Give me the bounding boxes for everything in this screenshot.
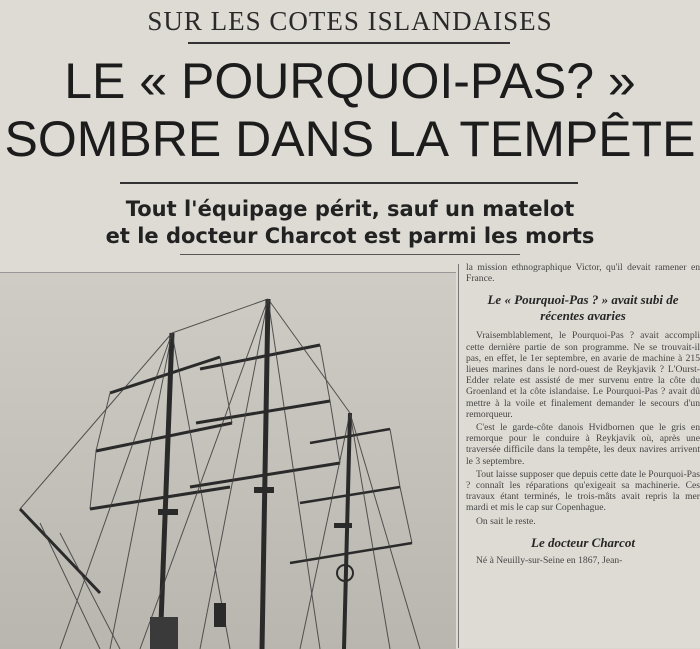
column-subhead-1: Le « Pourquoi-Pas ? » avait subi de récentes avaries (487, 292, 679, 324)
deck-rule (180, 254, 520, 255)
ship-photo (0, 272, 456, 649)
headline-rule (120, 182, 578, 184)
headline-line-2: SOMBRE DANS LA TEMPÊTE (4, 111, 696, 167)
deck (0, 196, 700, 250)
column-paragraph-3: Tout laisse supposer que depuis cette date le Pourquoi-Pas ? connaît les réparations qu'exigeait sa machinerie. Ces travaux étant terminés, le trois-mâts avait repris la mer mardi et mis le cap sur Copenhague. (466, 468, 700, 514)
column-intro: la mission ethnographique Victor, qu'il devait ramener en France. (466, 262, 700, 285)
deck-line-1: Tout l'équipage périt, sauf un matelot (125, 197, 575, 221)
kicker: SUR LES COTES ISLANDAISES (147, 6, 553, 36)
column-paragraph-2: C'est le garde-côte danois Hvidbornen que le gris en remorque pour le conduire à Reykjavik où, après une traversée difficile dans la tempête, les deux navires arrivent le 3 septembre. (466, 422, 700, 467)
column-paragraph-5: Né à Neuilly-sur-Seine en 1867, Jean- (476, 554, 623, 566)
article-column (466, 262, 700, 648)
headline (0, 52, 700, 168)
kicker-rule (188, 42, 510, 44)
ship-illustration (0, 273, 456, 649)
headline-line-1: LE « POURQUOI-PAS? » (64, 53, 636, 109)
column-rule (458, 264, 459, 648)
column-paragraph-4: On sait le reste. (476, 515, 536, 527)
deck-line-2: et le docteur Charcot est parmi les morts (105, 224, 595, 248)
column-paragraph-1: Vraisemblablement, le Pourquoi-Pas ? avait accompli cette dernière partie de son programme. Ne se trouvait-il pas, en effet, le 1er septembre, en avarie de machine à 215 lieues marines dans le nord-ouest de Reykjavik ? L'Ourst-Edder relate est assisté de mer survenu entre la côte du Groenland et la côte islandaise. Le Pourquoi-Pas ? avait dû mettre à la voile et finalement demander le secours d'un remorqueur. (466, 330, 700, 420)
column-subhead-2: Le docteur Charcot (531, 534, 635, 550)
